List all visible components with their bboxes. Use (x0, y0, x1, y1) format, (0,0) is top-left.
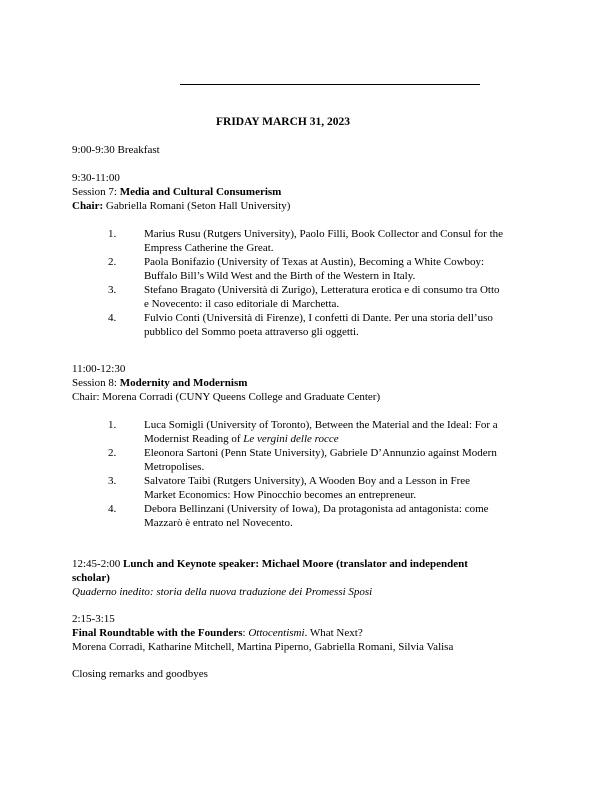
keynote (72, 557, 542, 599)
roundtable-colon: : (242, 627, 249, 639)
keynote-subtitle-text: Quaderno inedito: storia della nuova traduzione dei Promessi Sposi (72, 586, 373, 598)
day-title: FRIDAY MARCH 31, 2023 (216, 116, 350, 128)
talk-line: Market Economics: How Pinocchio becomes an entrepreneur. (144, 489, 417, 501)
session-7-label: Session 7: (72, 186, 120, 198)
talk-title-italic: Le vergini delle rocce (243, 433, 339, 445)
talk-number: 2. (108, 256, 117, 268)
talk-item (72, 283, 542, 311)
session-7-chair-label: Chair: (72, 200, 104, 212)
session-7-heading (72, 185, 542, 199)
talk-line: Marius Rusu (Rutgers University), Paolo Filli, Book Collector and Consul for the (144, 228, 504, 240)
talk-line: Salvatore Taibi (Rutgers University), A Wooden Boy and a Lesson in Free (144, 475, 471, 487)
talk-item (72, 255, 542, 283)
roundtable (72, 612, 542, 654)
talk-item (72, 502, 542, 530)
talk-line (144, 432, 542, 446)
session-7-chair-name: Gabriella Romani (Seton Hall University) (103, 200, 291, 212)
talk-item (72, 474, 542, 502)
talk-item (72, 446, 542, 474)
keynote-heading (72, 557, 542, 571)
breakfast-line (72, 143, 542, 157)
roundtable-time: 2:15-3:15 (72, 613, 115, 625)
talk-item (72, 311, 542, 339)
header-rule (180, 84, 480, 85)
talk-line: Buffalo Bill’s Wild West and the Birth of the Western in Italy. (144, 270, 416, 282)
session-8-heading (72, 376, 542, 390)
session-8-talks (72, 418, 542, 530)
talk-line: Stefano Bragato (Università di Zurigo), Letteratura erotica e di consumo tra Otto (144, 284, 500, 296)
closing-text: Closing remarks and goodbyes (72, 668, 208, 680)
talk-number: 1. (108, 419, 117, 431)
session-7-talks (72, 227, 542, 339)
session-8-chair: Chair: Morena Corradi (CUNY Queens College and Graduate Center) (72, 391, 381, 403)
session-7 (72, 171, 542, 339)
session-8 (72, 362, 542, 530)
roundtable-heading (72, 626, 542, 640)
keynote-title-cont: scholar) (72, 572, 110, 584)
talk-line: Eleonora Sartoni (Penn State University), Gabriele D’Annunzio against Modern (144, 447, 497, 459)
talk-number: 2. (108, 447, 117, 459)
talk-number: 4. (108, 503, 117, 515)
talk-line: Mazzarò è entrato nel Novecento. (144, 517, 293, 529)
roundtable-title: Final Roundtable with the Founders (72, 627, 243, 639)
keynote-subtitle (72, 585, 542, 599)
roundtable-participants: Morena Corradi, Katharine Mitchell, Martina Piperno, Gabriella Romani, Silvia Valisa (72, 641, 454, 653)
closing (72, 667, 542, 681)
session-7-chair (72, 199, 542, 213)
session-7-time: 9:30-11:00 (72, 172, 120, 184)
talk-line: Fulvio Conti (Università di Firenze), I confetti di Dante. Per una storia dell’uso (144, 312, 493, 324)
talk-number: 3. (108, 475, 117, 487)
talk-line: Luca Somigli (University of Toronto), Between the Material and the Ideal: For a (144, 419, 498, 431)
talk-number: 3. (108, 284, 117, 296)
talk-line: e Novecento: il caso editoriale di Marchetta. (144, 298, 340, 310)
talk-line: pubblico del Sommo poeta attraverso gli oggetti. (144, 326, 359, 338)
session-8-title: Modernity and Modernism (119, 377, 248, 389)
talk-line: Paola Bonifazio (University of Texas at Austin), Becoming a White Cowboy: (144, 256, 485, 268)
keynote-title: Lunch and Keynote speaker: Michael Moore (translator and independent (123, 558, 468, 570)
talk-number: 4. (108, 312, 117, 324)
talk-item (72, 418, 542, 446)
talk-number: 1. (108, 228, 117, 240)
keynote-time: 12:45-2:00 (72, 558, 124, 570)
talk-line-text: Modernist Reading of (144, 433, 244, 445)
session-7-title: Media and Cultural Consumerism (119, 186, 282, 198)
roundtable-suffix: . What Next? (304, 627, 363, 639)
talk-line: Debora Bellinzani (University of Iowa), Da protagonista ad antagonista: come (144, 503, 489, 515)
talk-line: Empress Catherine the Great. (144, 242, 274, 254)
roundtable-theme: Ottocentismi (248, 627, 305, 639)
session-8-label: Session 8: (72, 377, 120, 389)
talk-item (72, 227, 542, 255)
keynote-heading-cont (72, 571, 542, 585)
session-8-time: 11:00-12:30 (72, 363, 126, 375)
talk-line: Metropolises. (144, 461, 205, 473)
breakfast-text: 9:00-9:30 Breakfast (72, 144, 160, 156)
